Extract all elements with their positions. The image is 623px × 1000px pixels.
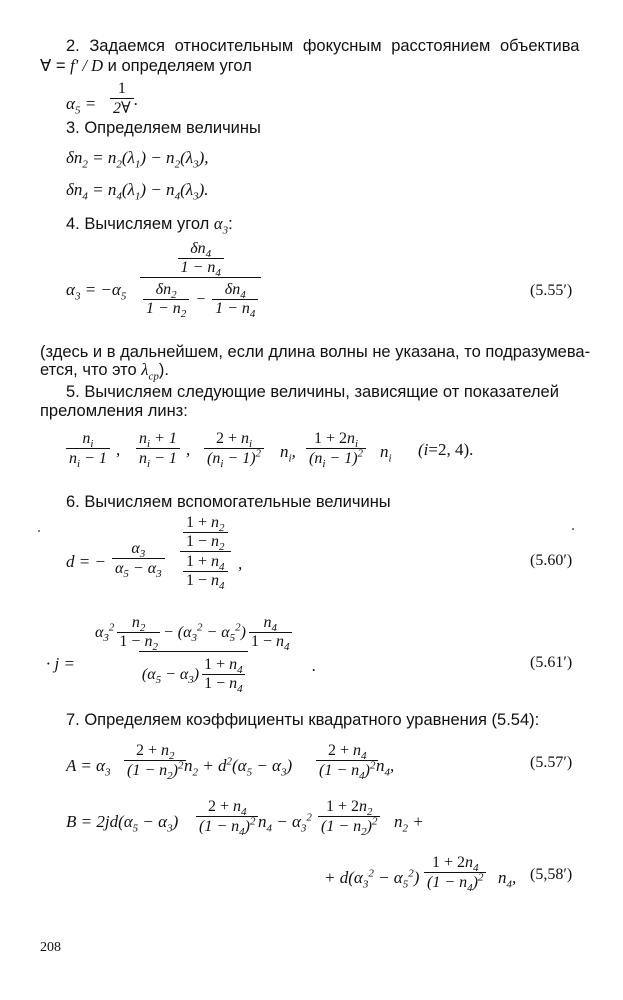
eq-alpha3-lhs: $\alpha_3 = -\alpha_5$ xyxy=(66,280,127,303)
page-number: 208 xyxy=(40,940,61,955)
alpha5-lhs: $\alpha_5$ = xyxy=(66,94,97,117)
eq-B-frac-1: $2 + n_4$ $(1 - n_4)^2$ xyxy=(196,798,258,836)
eq-A-part-1: $A = \alpha_3$ xyxy=(66,756,111,779)
eq-frac-1: $n_i$ $n_i - 1$ xyxy=(66,430,110,468)
eqno-5-55: (5.55′) xyxy=(530,282,573,299)
eqno-5-61: (5.61′) xyxy=(530,654,573,671)
note-line-2: ется, что это $\lambda_{ср}$). xyxy=(40,360,169,383)
step-7-heading: 7. Определяем коэффициенты квадратного уравнения (5.54): xyxy=(66,711,540,729)
eq-frac-3: $2 + n_i$ $(n_i - 1)^2$ xyxy=(204,430,264,468)
eq-B-frac-2: $1 + 2n_2$ $(1 - n_2)^2$ xyxy=(318,798,380,836)
eq-B-part-1: $B = 2jd(\alpha_5 - \alpha_3)$ xyxy=(66,812,179,835)
step-5-line-2: преломления линз: xyxy=(40,402,188,420)
index-range: (i=2, 4). xyxy=(418,440,474,459)
eq-B-frac-3: $1 + 2n_4$ $(1 - n_4)^2$ xyxy=(424,854,486,892)
eq-d-frac-a: $\alpha_3$ $\alpha_5 - \alpha_3$ xyxy=(112,540,165,578)
eq-d-frac-b: $1 + n_2$ $1 - n_2$ $1 + n_4$ $1 - n_4$ xyxy=(180,514,231,590)
eq-B-part-2: $n_4 - \alpha_3^2$ xyxy=(258,811,312,835)
step-2-line-2: ∀ = f′ / D и определяем угол xyxy=(40,56,252,75)
eqno-5-57: (5.57′) xyxy=(530,754,573,771)
eq-d-lhs: d = − xyxy=(66,552,106,571)
eq-B-part-3: + $d(\alpha_3^2 - \alpha_5^2)$ xyxy=(324,867,420,891)
step-5-line-1: 5. Вычисляем следующие величины, зависящие от показателей xyxy=(66,383,559,401)
eq-A-part-2: $n_2 + d^2(\alpha_5 - \alpha_3)$ xyxy=(184,755,293,779)
eqno-5-58: (5,58′) xyxy=(530,866,573,883)
step-6-heading: 6. Вычисляем вспомогательные величины xyxy=(66,493,391,511)
step-3-heading: 3. Определяем величины xyxy=(66,119,261,137)
document-page: 2. Задаемся относительным фокусным расстоянием объектива ∀ = f′ / D и определяем угол $\alpha_5$ = 1 2∀ . 3. Определяем величины $\delta n_2 = n_2(\lambda_1) - n_2(\lambda_3)$, $\delta n_4 = n_4(\lambda_1) - n_4(\lambda_3)$. 4. Вычисляем угол $\alpha_3$: $\alpha_3 = -\alpha_5$ $\delta n_4$ $1 - n_4$ $\delta n_2$ $1 - n_2$ − $\frac{\delta n_4}{1 - n_4}$ (5.55′) (здесь и в дальнейшем, если длина волны не указана, то подразумева- ется, что это $\lambda_{ср}$). 5. Вычисляем следующие величины, зависящие от показателей преломления линз: $n_i$ $n_i - 1$ , $n_i + 1$ $n_i - 1$ , $2 + n_i$ $(n_i - 1)^2$ $n_i$, $1 + 2n_i$ $(n_i - 1)^2$ $n_i$ (i=2, 4). 6. Вычисляем вспомогательные величины d = − $\alpha_3$ $\alpha_5 - \alpha_3$ $1 + n_2$ $1 - n_2$ $1 + n_4$ $1 - n_4$ , (5.60′) · j = $\alpha_3^2$ $n_2$ $1 - n_2$ − $(\alpha_3^2 - \alpha_5^2)$ $n_4$ $1 - n_4$ $(\alpha_5 - \alpha_3)$ $1 + n_4$ $1 - n_4$ . (5.61′) 7. Определяем коэффициенты квадратного уравнения (5.54): $A = \alpha_3$ $2 + n_2$ $(1 - n_2)^2$ $n_2 + d^2(\alpha_5 - \alpha_3)$ $2 + n_4$ $(1 - n_4)^2$ $n_4$, (5.57′) $B = 2jd(\alpha_5 - \alpha_3)$ $2 + n_4$ $(1 - n_4)^2$ $n_4 - \alpha_3^2$ $1 + 2n_2$ $(1 - n_2)^2$ $n_2$ + + $d(\alpha_3^2 - \alpha_5^2)$ $1 + 2n_4$ $(1 - n_4)^2$ $n_4$, (5,58′) 208 xyxy=(40,37,591,955)
alpha5-fraction: 1 2∀ xyxy=(110,80,134,118)
eq-alpha3-fraction: $\delta n_4$ $1 - n_4$ $\delta n_2$ $1 - n_2$ − $\frac{\delta n_4}{1 - n_4}$ xyxy=(140,240,261,318)
eq-frac-4: $1 + 2n_i$ $(n_i - 1)^2$ xyxy=(306,430,366,468)
step-2-line-1: 2. Задаемся относительным фокусным расстоянием объектива xyxy=(66,37,580,55)
eq-dn4: $\delta n_4 = n_4(\lambda_1) - n_4(\lambda_3)$. xyxy=(66,180,209,203)
note-line-1: (здесь и в дальнейшем, если длина волны не указана, то подразумева- xyxy=(40,343,591,361)
eq-A-frac-1: $2 + n_2$ $(1 - n_2)^2$ xyxy=(124,742,186,780)
eqno-5-60: (5.60′) xyxy=(530,552,573,569)
eq-j-fraction: $\alpha_3^2$ $n_2$ $1 - n_2$ − $(\alpha_3^2 - \alpha_5^2)$ $n_4$ $1 - n_4$ $(\alpha_5 - \alpha_3)$ $1 + n_4$ $1 - n_4$ xyxy=(95,614,290,696)
eq-dn2: $\delta n_2 = n_2(\lambda_1) - n_2(\lambda_3)$, xyxy=(66,148,209,171)
eq-frac-2: $n_i + 1$ $n_i - 1$ xyxy=(136,430,180,468)
step-4-heading: 4. Вычисляем угол $\alpha_3$: xyxy=(66,214,233,237)
eq-A-frac-2: $2 + n_4$ $(1 - n_4)^2$ xyxy=(316,742,378,780)
eq-j-lhs: · j = xyxy=(46,654,75,673)
